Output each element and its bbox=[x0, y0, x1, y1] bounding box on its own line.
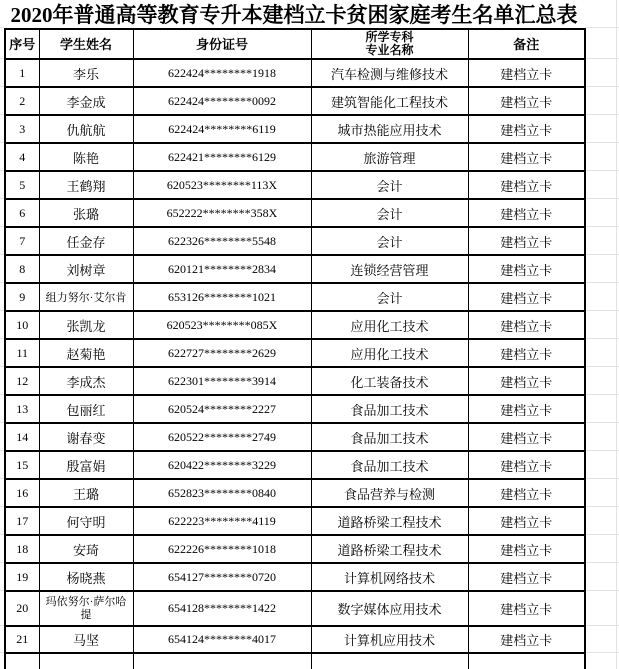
cell-remark: 建档立卡 bbox=[468, 367, 585, 395]
cell-student-name: 殷富娟 bbox=[39, 451, 133, 479]
cell-serial-number: 4 bbox=[5, 143, 39, 171]
right-column-gridline bbox=[616, 0, 617, 669]
table-row bbox=[5, 143, 585, 171]
cell-id-number: 620522********2749 bbox=[133, 423, 311, 451]
cell-major: 道路桥梁工程技术 bbox=[311, 535, 468, 563]
table-row bbox=[5, 339, 585, 367]
sheet-gridline bbox=[586, 58, 619, 59]
sheet-gridline bbox=[586, 506, 619, 507]
sheet-gridline bbox=[586, 86, 619, 87]
header-row bbox=[5, 29, 585, 59]
cell-serial-number: 2 bbox=[5, 87, 39, 115]
cell-id-number: 654124********4017 bbox=[133, 626, 311, 653]
table-body bbox=[5, 59, 585, 669]
table-row bbox=[5, 115, 585, 143]
table-row bbox=[5, 507, 585, 535]
cell-id-number bbox=[133, 653, 311, 669]
sheet-gridline bbox=[586, 254, 619, 255]
cell-remark: 建档立卡 bbox=[468, 283, 585, 311]
empty-row bbox=[5, 653, 585, 669]
cell-remark: 建档立卡 bbox=[468, 339, 585, 367]
cell-serial-number: 18 bbox=[5, 535, 39, 563]
cell-major: 会计 bbox=[311, 227, 468, 255]
cell-remark: 建档立卡 bbox=[468, 507, 585, 535]
students-table bbox=[4, 28, 586, 669]
cell-major: 建筑智能化工程技术 bbox=[311, 87, 468, 115]
cell-serial-number: 9 bbox=[5, 283, 39, 311]
sheet-gridline bbox=[586, 310, 619, 311]
table-row bbox=[5, 535, 585, 563]
cell-id-number: 622326********5548 bbox=[133, 227, 311, 255]
cell-serial-number: 13 bbox=[5, 395, 39, 423]
cell-serial-number: 19 bbox=[5, 563, 39, 591]
cell-student-name: 李乐 bbox=[39, 59, 133, 87]
cell-id-number: 622727********2629 bbox=[133, 339, 311, 367]
cell-remark: 建档立卡 bbox=[468, 423, 585, 451]
cell-remark: 建档立卡 bbox=[468, 563, 585, 591]
cell-remark: 建档立卡 bbox=[468, 479, 585, 507]
cell-serial-number bbox=[5, 653, 39, 669]
cell-remark: 建档立卡 bbox=[468, 535, 585, 563]
sheet-gridline bbox=[586, 338, 619, 339]
sheet-title: 2020年普通高等教育专升本建档立卡贫困家庭考生名单汇总表 bbox=[10, 3, 578, 27]
cell-student-name: 马坚 bbox=[39, 626, 133, 653]
cell-major: 计算机网络技术 bbox=[311, 563, 468, 591]
cell-student-name: 刘树章 bbox=[39, 255, 133, 283]
sheet-gridline bbox=[586, 366, 619, 367]
cell-serial-number: 5 bbox=[5, 171, 39, 199]
cell-serial-number: 1 bbox=[5, 59, 39, 87]
column-header-remark: 备注 bbox=[468, 29, 585, 59]
cell-student-name: 李成杰 bbox=[39, 367, 133, 395]
cell-id-number: 652222********358X bbox=[133, 199, 311, 227]
cell-serial-number: 14 bbox=[5, 423, 39, 451]
column-header-major-line1: 所学专科 bbox=[365, 30, 414, 44]
table-row bbox=[5, 59, 585, 87]
table-row bbox=[5, 255, 585, 283]
sheet-gridline bbox=[586, 282, 619, 283]
column-header-name: 学生姓名 bbox=[39, 29, 133, 59]
sheet-gridline bbox=[586, 114, 619, 115]
sheet-gridline bbox=[586, 562, 619, 563]
cell-id-number: 622424********0092 bbox=[133, 87, 311, 115]
table-row bbox=[5, 626, 585, 653]
cell-major: 食品加工技术 bbox=[311, 395, 468, 423]
cell-major: 城市热能应用技术 bbox=[311, 115, 468, 143]
table-row bbox=[5, 227, 585, 255]
cell-student-name: 赵菊艳 bbox=[39, 339, 133, 367]
sheet-gridline bbox=[586, 170, 619, 171]
sheet-gridline bbox=[586, 394, 619, 395]
cell-remark: 建档立卡 bbox=[468, 115, 585, 143]
sheet-gridline bbox=[586, 652, 619, 653]
table-row bbox=[5, 479, 585, 507]
cell-id-number: 622424********1918 bbox=[133, 59, 311, 87]
cell-student-name: 谢春变 bbox=[39, 423, 133, 451]
cell-id-number: 620523********085X bbox=[133, 311, 311, 339]
cell-student-name: 何守明 bbox=[39, 507, 133, 535]
cell-id-number: 620422********3229 bbox=[133, 451, 311, 479]
table-row bbox=[5, 87, 585, 115]
cell-remark: 建档立卡 bbox=[468, 311, 585, 339]
cell-id-number: 622223********4119 bbox=[133, 507, 311, 535]
cell-serial-number: 20 bbox=[5, 591, 39, 626]
right-gridline-strip bbox=[586, 0, 619, 669]
sheet-gridline bbox=[586, 590, 619, 591]
cell-id-number: 620523********113X bbox=[133, 171, 311, 199]
column-header-major-line2: 专业名称 bbox=[365, 43, 414, 57]
cell-id-number: 622226********1018 bbox=[133, 535, 311, 563]
table-row bbox=[5, 311, 585, 339]
cell-major: 应用化工技术 bbox=[311, 311, 468, 339]
cell-serial-number: 17 bbox=[5, 507, 39, 535]
sheet-gridline bbox=[586, 422, 619, 423]
sheet-gridline bbox=[586, 478, 619, 479]
cell-major: 计算机应用技术 bbox=[311, 626, 468, 653]
cell-serial-number: 7 bbox=[5, 227, 39, 255]
cell-remark: 建档立卡 bbox=[468, 87, 585, 115]
cell-major: 会计 bbox=[311, 283, 468, 311]
cell-major: 食品营养与检测 bbox=[311, 479, 468, 507]
cell-student-name: 张凯龙 bbox=[39, 311, 133, 339]
table-row bbox=[5, 283, 585, 311]
cell-major: 食品加工技术 bbox=[311, 423, 468, 451]
table-row bbox=[5, 423, 585, 451]
cell-student-name: 安琦 bbox=[39, 535, 133, 563]
cell-serial-number: 10 bbox=[5, 311, 39, 339]
table-row bbox=[5, 171, 585, 199]
cell-id-number: 620524********2227 bbox=[133, 395, 311, 423]
table-row bbox=[5, 367, 585, 395]
cell-serial-number: 8 bbox=[5, 255, 39, 283]
cell-student-name: 杨晓燕 bbox=[39, 563, 133, 591]
cell-remark: 建档立卡 bbox=[468, 255, 585, 283]
column-header-no: 序号 bbox=[5, 29, 39, 59]
cell-remark: 建档立卡 bbox=[468, 626, 585, 653]
sheet-gridline bbox=[586, 450, 619, 451]
cell-remark: 建档立卡 bbox=[468, 171, 585, 199]
table-row bbox=[5, 591, 585, 626]
cell-major: 数字媒体应用技术 bbox=[311, 591, 468, 626]
cell-remark: 建档立卡 bbox=[468, 591, 585, 626]
cell-major bbox=[311, 653, 468, 669]
sheet-gridline bbox=[586, 226, 619, 227]
cell-remark: 建档立卡 bbox=[468, 199, 585, 227]
cell-student-name: 王鹤翔 bbox=[39, 171, 133, 199]
cell-student-name bbox=[39, 653, 133, 669]
cell-student-name: 包丽红 bbox=[39, 395, 133, 423]
cell-student-name: 组力努尔·艾尔肯 bbox=[39, 283, 133, 311]
cell-remark: 建档立卡 bbox=[468, 451, 585, 479]
sheet-gridline bbox=[586, 198, 619, 199]
cell-major: 汽车检测与维修技术 bbox=[311, 59, 468, 87]
column-header-major bbox=[311, 29, 468, 59]
cell-student-name: 张璐 bbox=[39, 199, 133, 227]
cell-remark bbox=[468, 653, 585, 669]
table-row bbox=[5, 395, 585, 423]
cell-major: 旅游管理 bbox=[311, 143, 468, 171]
cell-id-number: 622301********3914 bbox=[133, 367, 311, 395]
cell-serial-number: 6 bbox=[5, 199, 39, 227]
cell-student-name: 玛依努尔·萨尔哈提 bbox=[39, 591, 133, 626]
cell-remark: 建档立卡 bbox=[468, 227, 585, 255]
cell-remark: 建档立卡 bbox=[468, 143, 585, 171]
cell-id-number: 622424********6119 bbox=[133, 115, 311, 143]
cell-student-name: 任金存 bbox=[39, 227, 133, 255]
cell-serial-number: 15 bbox=[5, 451, 39, 479]
cell-id-number: 652823********0840 bbox=[133, 479, 311, 507]
cell-major: 化工装备技术 bbox=[311, 367, 468, 395]
cell-id-number: 622421********6129 bbox=[133, 143, 311, 171]
table-row bbox=[5, 451, 585, 479]
cell-id-number: 654127********0720 bbox=[133, 563, 311, 591]
cell-id-number: 620121********2834 bbox=[133, 255, 311, 283]
sheet-gridline bbox=[586, 534, 619, 535]
cell-major: 食品加工技术 bbox=[311, 451, 468, 479]
cell-serial-number: 21 bbox=[5, 626, 39, 653]
cell-major: 连锁经营管理 bbox=[311, 255, 468, 283]
cell-serial-number: 3 bbox=[5, 115, 39, 143]
cell-student-name: 王璐 bbox=[39, 479, 133, 507]
cell-id-number: 654128********1422 bbox=[133, 591, 311, 626]
cell-major: 应用化工技术 bbox=[311, 339, 468, 367]
cell-student-name: 仇航航 bbox=[39, 115, 133, 143]
cell-serial-number: 16 bbox=[5, 479, 39, 507]
cell-student-name: 李金成 bbox=[39, 87, 133, 115]
sheet-gridline bbox=[586, 27, 619, 28]
cell-remark: 建档立卡 bbox=[468, 395, 585, 423]
cell-major: 会计 bbox=[311, 199, 468, 227]
cell-major: 会计 bbox=[311, 171, 468, 199]
cell-serial-number: 11 bbox=[5, 339, 39, 367]
table-row bbox=[5, 199, 585, 227]
column-header-id: 身份证号 bbox=[133, 29, 311, 59]
table-row bbox=[5, 563, 585, 591]
sheet-gridline bbox=[586, 142, 619, 143]
cell-id-number: 653126********1021 bbox=[133, 283, 311, 311]
cell-major: 道路桥梁工程技术 bbox=[311, 507, 468, 535]
sheet-gridline bbox=[586, 625, 619, 626]
cell-student-name: 陈艳 bbox=[39, 143, 133, 171]
cell-remark: 建档立卡 bbox=[468, 59, 585, 87]
cell-serial-number: 12 bbox=[5, 367, 39, 395]
